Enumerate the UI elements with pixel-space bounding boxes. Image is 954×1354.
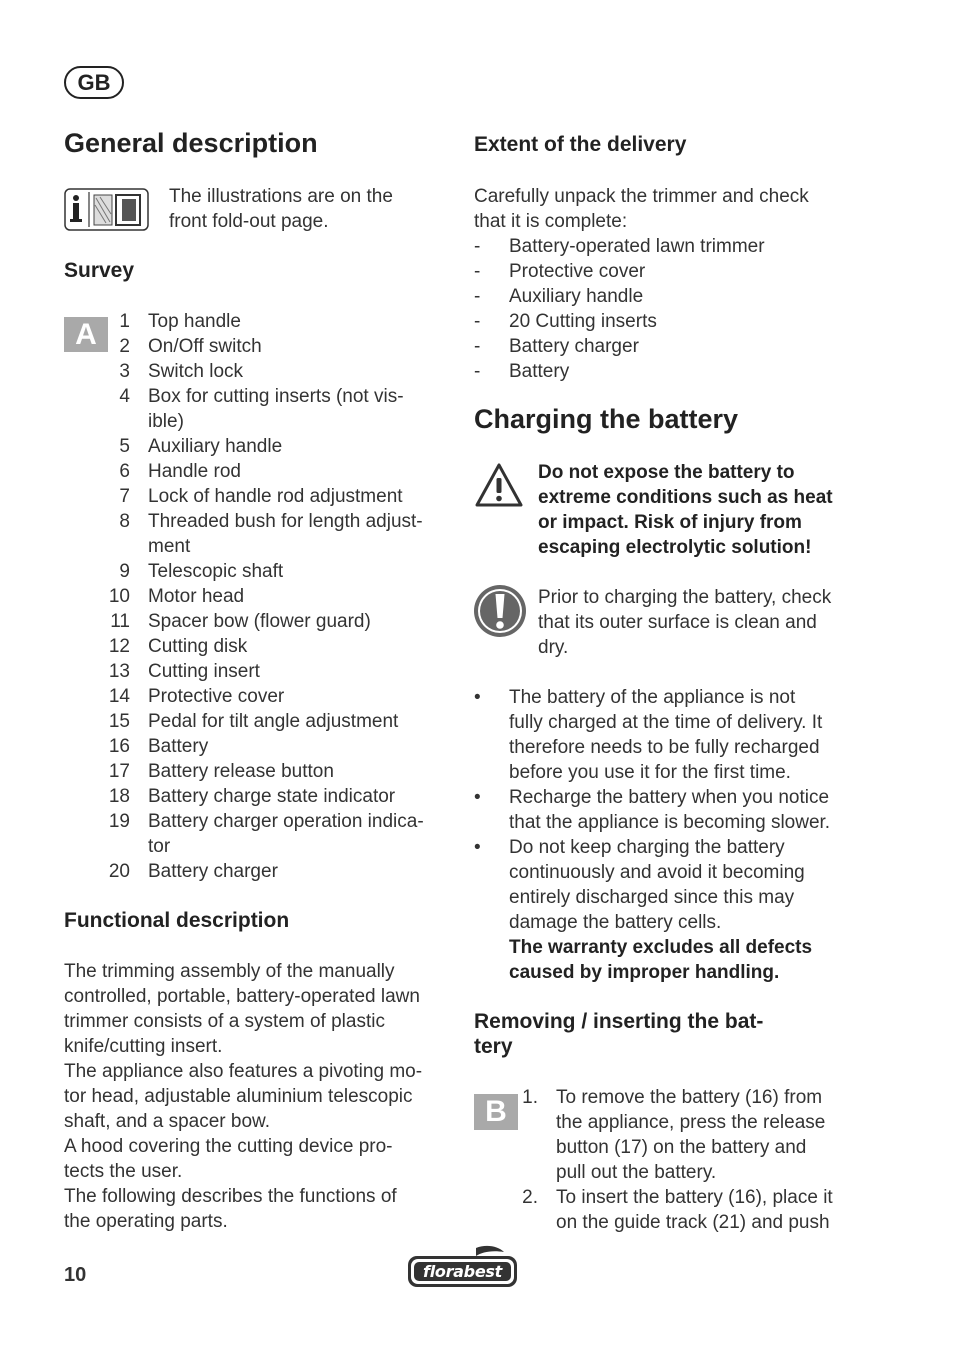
step-line: pull out the battery.: [556, 1162, 717, 1183]
survey-item-label: [148, 609, 371, 634]
step-text: [556, 1185, 833, 1235]
bullet-line: damage the battery cells.: [509, 912, 722, 933]
delivery-dash: -: [474, 286, 481, 307]
functional-line: A hood covering the cutting device pro-: [64, 1136, 393, 1157]
bullet-line: that the appliance is becoming slower.: [509, 812, 831, 833]
survey-item: [82, 734, 452, 759]
delivery-item-label: Protective cover: [509, 261, 646, 282]
bullet-line: Do not keep charging the battery: [509, 837, 785, 858]
survey-item-line: Battery release button: [148, 761, 334, 782]
delivery-intro: [474, 184, 809, 234]
delivery-item-label: 20 Cutting inserts: [509, 311, 657, 332]
survey-item: [82, 609, 452, 634]
florabest-logo-text: florabest: [423, 1262, 502, 1281]
survey-item: [82, 359, 452, 384]
delivery-list: [474, 234, 894, 384]
delivery-item: [474, 234, 894, 259]
survey-item-line: ment: [148, 536, 191, 557]
note-line: dry.: [538, 637, 569, 658]
delivery-intro-line: Carefully unpack the trimmer and check: [474, 186, 809, 207]
survey-item-line: Battery charger operation indica-: [148, 811, 424, 832]
survey-item-number: 6: [119, 461, 130, 482]
survey-item-label: [148, 384, 404, 434]
florabest-logo: [406, 1244, 519, 1290]
survey-item-label: [148, 659, 260, 684]
survey-item-label: [148, 684, 284, 709]
functional-line: knife/cutting insert.: [64, 1036, 223, 1057]
survey-item-label: [148, 459, 241, 484]
survey-item-number: 17: [108, 761, 130, 782]
step-line: the appliance, press the release: [556, 1112, 826, 1133]
survey-item: [82, 509, 452, 559]
survey-heading: Survey: [64, 259, 135, 282]
survey-item-line: Handle rod: [148, 461, 241, 482]
survey-item: [82, 384, 452, 434]
bullet-marker: •: [474, 837, 481, 858]
bullet-line: continuously and avoid it becoming: [509, 862, 805, 883]
survey-item-number: 20: [108, 861, 130, 882]
survey-item-line: Threaded bush for length adjust-: [148, 511, 423, 532]
survey-item-number: 7: [119, 486, 130, 507]
survey-item-line: On/Off switch: [148, 336, 262, 357]
functional-line: The following describes the functions of: [64, 1186, 397, 1207]
warning-line: Do not expose the battery to: [538, 462, 795, 483]
delivery-dash: -: [474, 336, 481, 357]
survey-item-line: Top handle: [148, 311, 241, 332]
general-description-heading: General description: [64, 128, 318, 158]
functional-line: the operating parts.: [64, 1211, 228, 1232]
survey-item-number: 13: [108, 661, 130, 682]
survey-item: [82, 859, 452, 884]
delivery-dash: -: [474, 361, 481, 382]
survey-item-line: Battery charge state indicator: [148, 786, 396, 807]
survey-item: [82, 434, 452, 459]
survey-item-number: 18: [108, 786, 130, 807]
removing-step: [474, 1085, 894, 1185]
delivery-intro-line: that it is complete:: [474, 211, 628, 232]
survey-item-line: Auxiliary handle: [148, 436, 283, 457]
survey-item-number: 14: [108, 686, 130, 707]
survey-item: [82, 709, 452, 734]
survey-item-line: Cutting insert: [148, 661, 260, 682]
survey-item: [82, 559, 452, 584]
delivery-item: [474, 359, 894, 384]
delivery-item-label: Battery: [509, 361, 570, 382]
warning-triangle-icon: [474, 462, 524, 508]
survey-item: [82, 784, 452, 809]
survey-item-label: [148, 434, 282, 459]
survey-item: [82, 759, 452, 784]
survey-item-number: 4: [119, 386, 130, 407]
survey-item-label: [148, 484, 403, 509]
delivery-dash: -: [474, 236, 481, 257]
charging-heading: Charging the battery: [474, 404, 739, 434]
functional-description-text: [64, 959, 459, 1234]
survey-item-label: [148, 359, 243, 384]
info-illustration-icon: [64, 188, 149, 231]
charging-bullet-item: [474, 685, 894, 785]
delivery-item: [474, 259, 894, 284]
step-number: 2.: [522, 1187, 538, 1208]
removing-heading-line: tery: [474, 1035, 513, 1058]
survey-item-label: [148, 334, 262, 359]
note-line: Prior to charging the battery, check: [538, 587, 832, 608]
survey-item-line: ible): [148, 411, 184, 432]
removing-steps: [474, 1085, 894, 1235]
survey-item-label: [148, 809, 424, 859]
survey-item-line: Switch lock: [148, 361, 244, 382]
survey-item-number: 8: [119, 511, 130, 532]
removing-heading: [474, 1009, 763, 1059]
functional-line: tects the user.: [64, 1161, 183, 1182]
bullet-line: therefore needs to be fully recharged: [509, 737, 820, 758]
step-line: button (17) on the battery and: [556, 1137, 807, 1158]
step-line: To insert the battery (16), place it: [556, 1187, 833, 1208]
warning-text: [538, 460, 833, 560]
charging-bullets: [474, 685, 894, 985]
survey-item-label: [148, 509, 423, 559]
survey-item-label: [148, 859, 278, 884]
survey-item-line: Cutting disk: [148, 636, 248, 657]
survey-item-label: [148, 584, 244, 609]
survey-item: [82, 584, 452, 609]
bullet-text: [509, 835, 812, 985]
delivery-item: [474, 284, 894, 309]
figure-b-label: B: [474, 1094, 518, 1130]
charging-bullet-item: [474, 835, 894, 985]
survey-item-line: Spacer bow (flower guard): [148, 611, 371, 632]
delivery-dash: -: [474, 261, 481, 282]
survey-item-label: [148, 634, 247, 659]
survey-item: [82, 334, 452, 359]
survey-item-label: [148, 759, 334, 784]
survey-item-number: 3: [119, 361, 130, 382]
survey-item-line: Battery charger: [148, 861, 278, 882]
note-line: that its outer surface is clean and: [538, 612, 817, 633]
survey-item-number: 11: [110, 611, 130, 632]
survey-item: [82, 659, 452, 684]
survey-item: [82, 634, 452, 659]
bullet-marker: •: [474, 787, 481, 808]
info-text: The illustrations are on the front fold-out page.: [169, 186, 393, 232]
bullet-bold-line: The warranty excludes all defects: [509, 937, 813, 958]
functional-line: shaft, and a spacer bow.: [64, 1111, 270, 1132]
delivery-item: [474, 309, 894, 334]
survey-list: [82, 309, 452, 884]
note-text: [538, 585, 831, 660]
delivery-heading: Extent of the delivery: [474, 133, 687, 156]
survey-item: [82, 684, 452, 709]
removing-heading-line: Removing / inserting the bat-: [474, 1010, 764, 1033]
delivery-dash: -: [474, 311, 481, 332]
survey-item-label: [148, 559, 283, 584]
figure-a-label: A: [64, 317, 108, 352]
survey-item: [82, 809, 452, 859]
step-line: To remove the battery (16) from: [556, 1087, 823, 1108]
page-number: 10: [64, 1264, 87, 1286]
survey-item: [82, 309, 452, 334]
bullet-text: [509, 685, 822, 785]
survey-item-line: tor: [148, 836, 171, 857]
functional-line: The appliance also features a pivoting mo-: [64, 1061, 423, 1082]
survey-item-number: 5: [119, 436, 130, 457]
bullet-line: Recharge the battery when you notice: [509, 787, 830, 808]
charging-bullet-item: [474, 785, 894, 835]
survey-item-label: [148, 309, 241, 334]
functional-line: tor head, adjustable aluminium telescopic: [64, 1086, 413, 1107]
step-text: [556, 1085, 825, 1185]
survey-item-number: 16: [108, 736, 130, 757]
bullet-bold-line: caused by improper handling.: [509, 962, 780, 983]
survey-item-label: [148, 784, 395, 809]
language-badge: GB: [64, 66, 124, 99]
warning-line: escaping electrolytic solution!: [538, 537, 812, 558]
survey-item-number: 19: [108, 811, 130, 832]
survey-item-line: Battery: [148, 736, 209, 757]
survey-item-line: Protective cover: [148, 686, 285, 707]
survey-item: [82, 484, 452, 509]
survey-item-label: [148, 709, 398, 734]
delivery-item-label: Auxiliary handle: [509, 286, 644, 307]
survey-item-number: 1: [119, 311, 130, 332]
survey-item-line: Motor head: [148, 586, 245, 607]
delivery-item-label: Battery charger: [509, 336, 639, 357]
bullet-line: fully charged at the time of delivery. It: [509, 712, 823, 733]
removing-step: [474, 1185, 894, 1235]
survey-item-number: 12: [108, 636, 130, 657]
functional-line: trimmer consists of a system of plastic: [64, 1011, 385, 1032]
functional-description-heading: Functional description: [64, 909, 290, 932]
delivery-item-label: Battery-operated lawn trimmer: [509, 236, 765, 257]
survey-item-number: 10: [108, 586, 130, 607]
survey-item-line: Telescopic shaft: [148, 561, 284, 582]
step-line: on the guide track (21) and push: [556, 1212, 830, 1233]
survey-item-line: Pedal for tilt angle adjustment: [148, 711, 399, 732]
survey-item-line: Box for cutting inserts (not vis-: [148, 386, 404, 407]
step-number: 1.: [522, 1087, 538, 1108]
bullet-marker: •: [474, 687, 481, 708]
warning-line: extreme conditions such as heat: [538, 487, 833, 508]
exclamation-circle-icon: [473, 584, 527, 638]
bullet-text: [509, 785, 830, 835]
bullet-line: before you use it for the first time.: [509, 762, 791, 783]
delivery-item: [474, 334, 894, 359]
functional-line: The trimming assembly of the manually: [64, 961, 395, 982]
bullet-line: The battery of the appliance is not: [509, 687, 796, 708]
survey-item-number: 15: [108, 711, 130, 732]
survey-item-label: [148, 734, 208, 759]
functional-line: controlled, portable, battery-operated lawn: [64, 986, 420, 1007]
bullet-line: entirely discharged since this may: [509, 887, 795, 908]
survey-item-number: 2: [119, 336, 130, 357]
survey-item: [82, 459, 452, 484]
survey-item-line: Lock of handle rod adjustment: [148, 486, 403, 507]
survey-item-number: 9: [119, 561, 130, 582]
warning-line: or impact. Risk of injury from: [538, 512, 802, 533]
